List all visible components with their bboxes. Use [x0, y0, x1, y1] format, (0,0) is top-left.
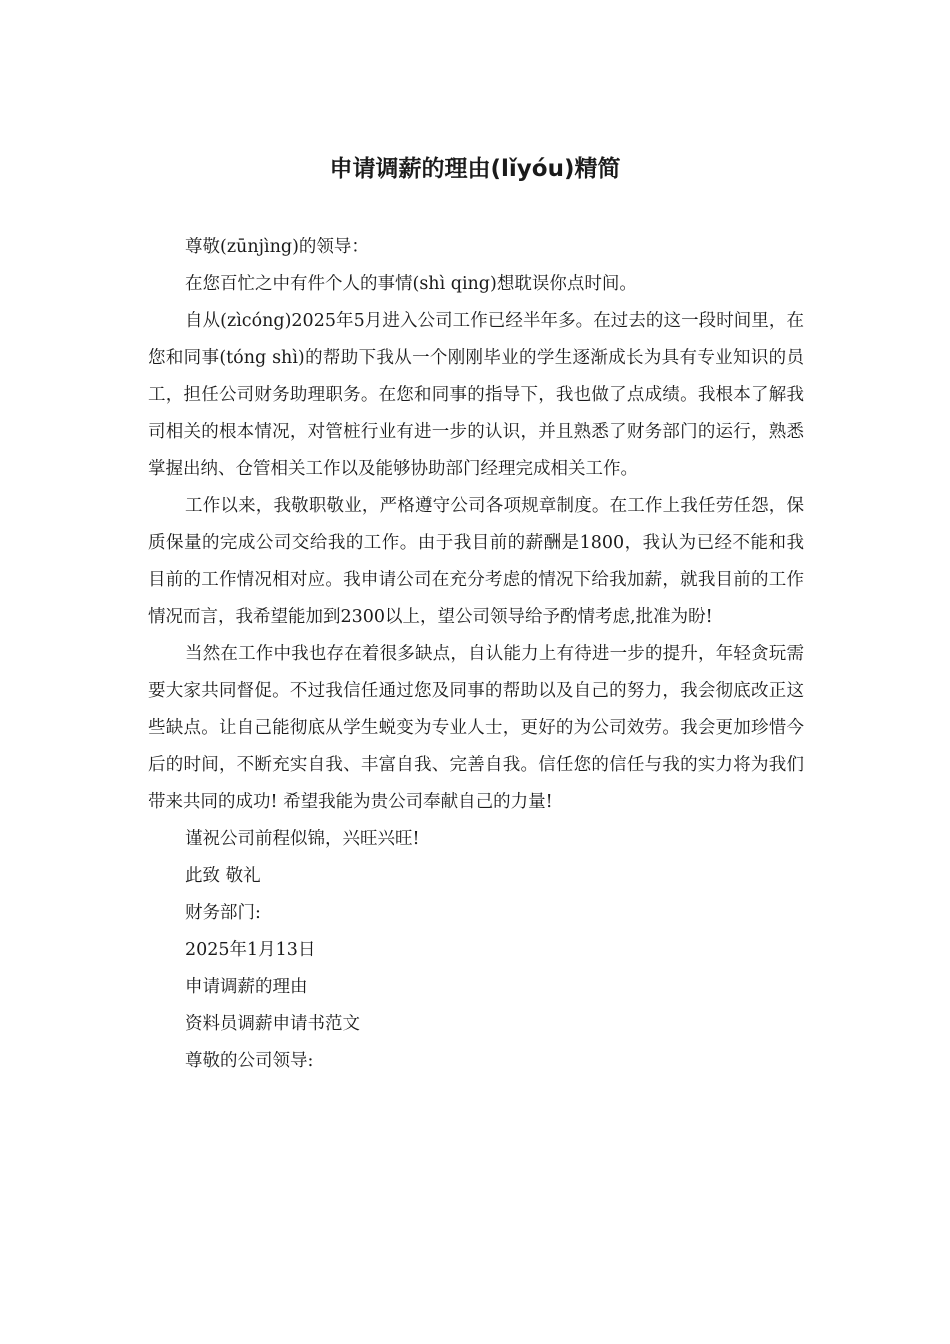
- document-title: 申请调薪的理由(lǐyóu)精简: [329, 156, 621, 182]
- signature-department: 财务部门:: [185, 903, 261, 923]
- closing-wish: 谨祝公司前程似锦，兴旺兴旺!: [185, 829, 420, 849]
- paragraph-background: 自从(zìcóng)2025年5月进入公司工作已经半年多。在过去的这一段时间里，在您和同事(tóng shì)的帮助下我从一个刚刚毕业的学生逐渐成长为具有专业知识的员工，担任公司财务助理职务。在您和同事的指导下，我也做了点成绩。我根本了解我司相关的根本情况，对管桩行业有进一步的认识，并且熟悉了财务部门的运行，熟悉掌握出纳、仓管相关工作以及能够协助部门经理完成相关工作。: [148, 311, 804, 479]
- second-salutation: 尊敬的公司领导:: [185, 1051, 314, 1071]
- closing-salute: 此致 敬礼: [185, 866, 261, 886]
- paragraph-request: 工作以来，我敬职敬业，严格遵守公司各项规章制度。在工作上我任劳任怨，保质保量的完成公司交给我的工作。由于我目前的薪酬是1800，我认为已经不能和我目前的工作情况相对应。我申请公司在充分考虑的情况下给我加薪，就我目前的工作情况而言，我希望能加到2300以上，望公司领导给予酌情考虑,批准为盼!: [148, 496, 804, 627]
- document-body: [148, 229, 804, 1080]
- salutation: 尊敬(zūnjìng)的领导：: [185, 237, 369, 257]
- paragraph-commitment: 当然在工作中我也存在着很多缺点，自认能力上有待进一步的提升，年轻贪玩需要大家共同督促。不过我信任通过您及同事的帮助以及自己的努力，我会彻底改正这些缺点。让自己能彻底从学生蜕变为专业人士，更好的为公司效劳。我会更加珍惜今后的时间，不断充实自我、丰富自我、完善自我。信任您的信任与我的实力将为我们带来共同的成功! 希望我能为贵公司奉献自己的力量!: [148, 644, 804, 812]
- section-heading-reason: 申请调薪的理由: [185, 977, 308, 997]
- signature-date: 2025年1月13日: [185, 940, 316, 960]
- section-heading-sample: 资料员调薪申请书范文: [185, 1014, 360, 1034]
- opening-line: 在您百忙之中有件个人的事情(shì qing)想耽误你点时间。: [185, 274, 637, 294]
